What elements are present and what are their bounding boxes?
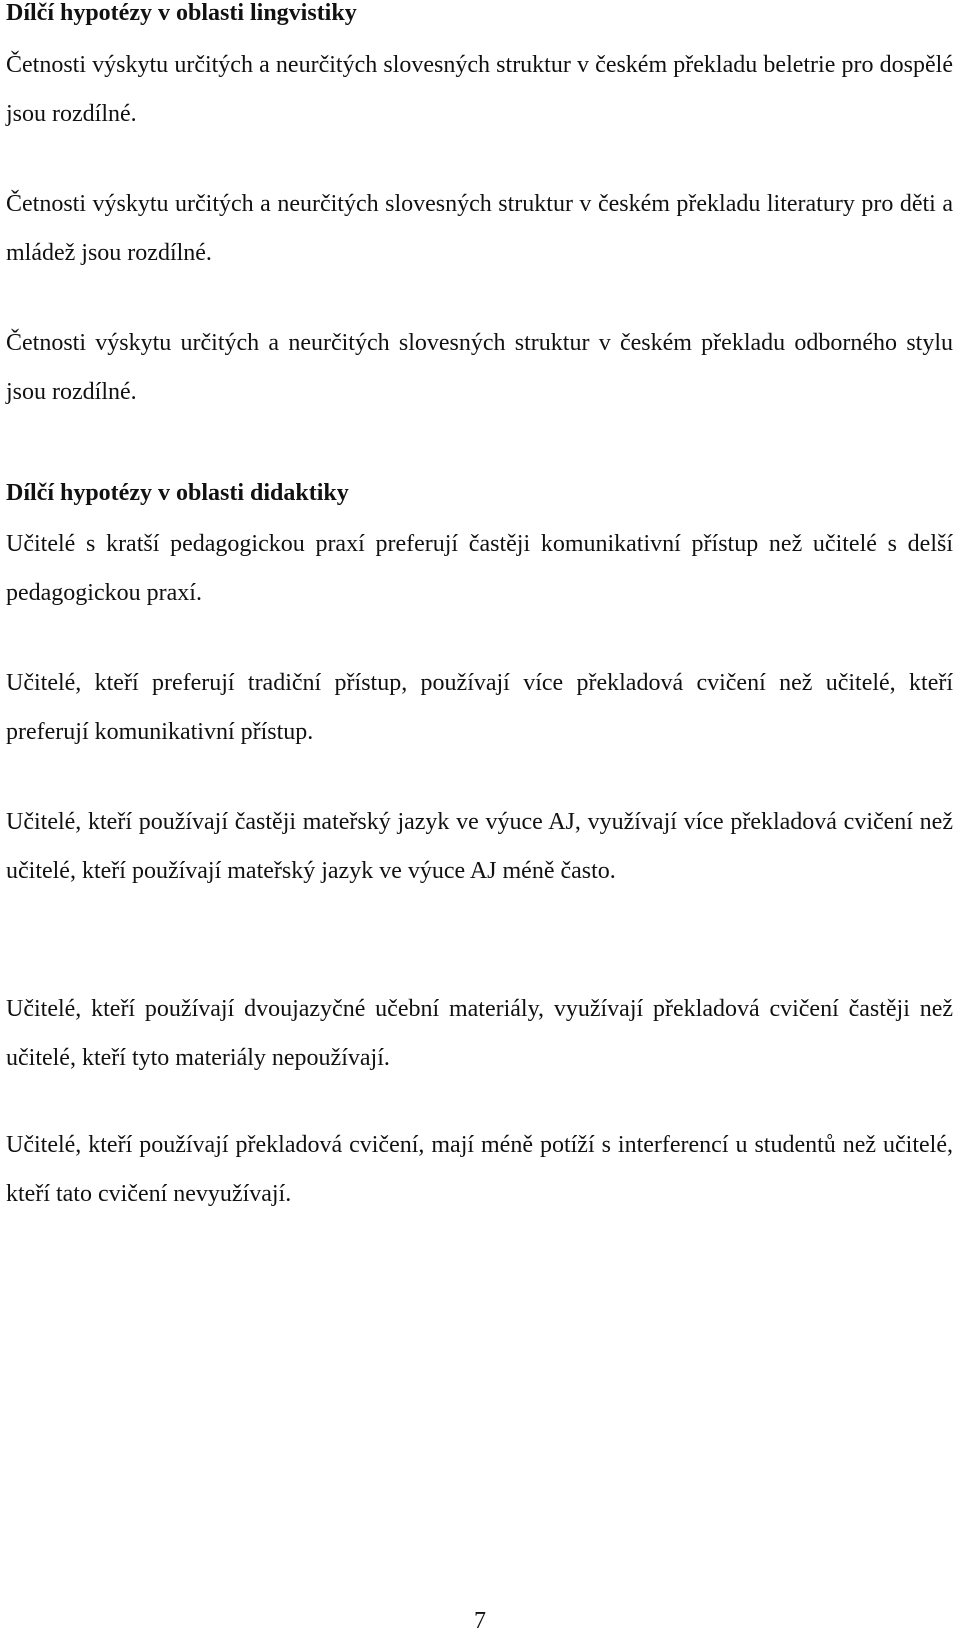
hypothesis-paragraph: Četnosti výskytu určitých a neurčitých slovesných struktur v českém překladu literatury pro děti a mládež jsou rozdílné. [6,191,953,266]
section-heading-linguistics: Dílčí hypotézy v oblasti lingvistiky [6,0,357,26]
hypothesis-paragraph: Četnosti výskytu určitých a neurčitých slovesných struktur v českém překladu beletrie pro dospělé jsou rozdílné. [6,52,953,127]
hypothesis-paragraph: Učitelé s kratší pedagogickou praxí preferují častěji komunikativní přístup než učitelé s delší pedagogickou praxí. [6,531,953,606]
section-heading-didactics: Dílčí hypotézy v oblasti didaktiky [6,480,349,506]
hypothesis-paragraph: Učitelé, kteří používají častěji mateřský jazyk ve výuce AJ, využívají více překladová cvičení než učitelé, kteří používají mateřský jazyk ve výuce AJ méně často. [6,809,953,884]
hypothesis-paragraph: Četnosti výskytu určitých a neurčitých slovesných struktur v českém překladu odborného stylu jsou rozdílné. [6,330,953,405]
hypothesis-paragraph: Učitelé, kteří používají překladová cvičení, mají méně potíží s interferencí u studentů než učitelé, kteří tato cvičení nevyužívají. [6,1132,953,1207]
hypothesis-paragraph: Učitelé, kteří používají dvoujazyčné učební materiály, využívají překladová cvičení častěji než učitelé, kteří tyto materiály nepoužívají. [6,996,953,1071]
page-number: 7 [474,1608,486,1634]
hypothesis-paragraph: Učitelé, kteří preferují tradiční přístup, používají více překladová cvičení než učitelé, kteří preferují komunikativní přístup. [6,670,953,745]
